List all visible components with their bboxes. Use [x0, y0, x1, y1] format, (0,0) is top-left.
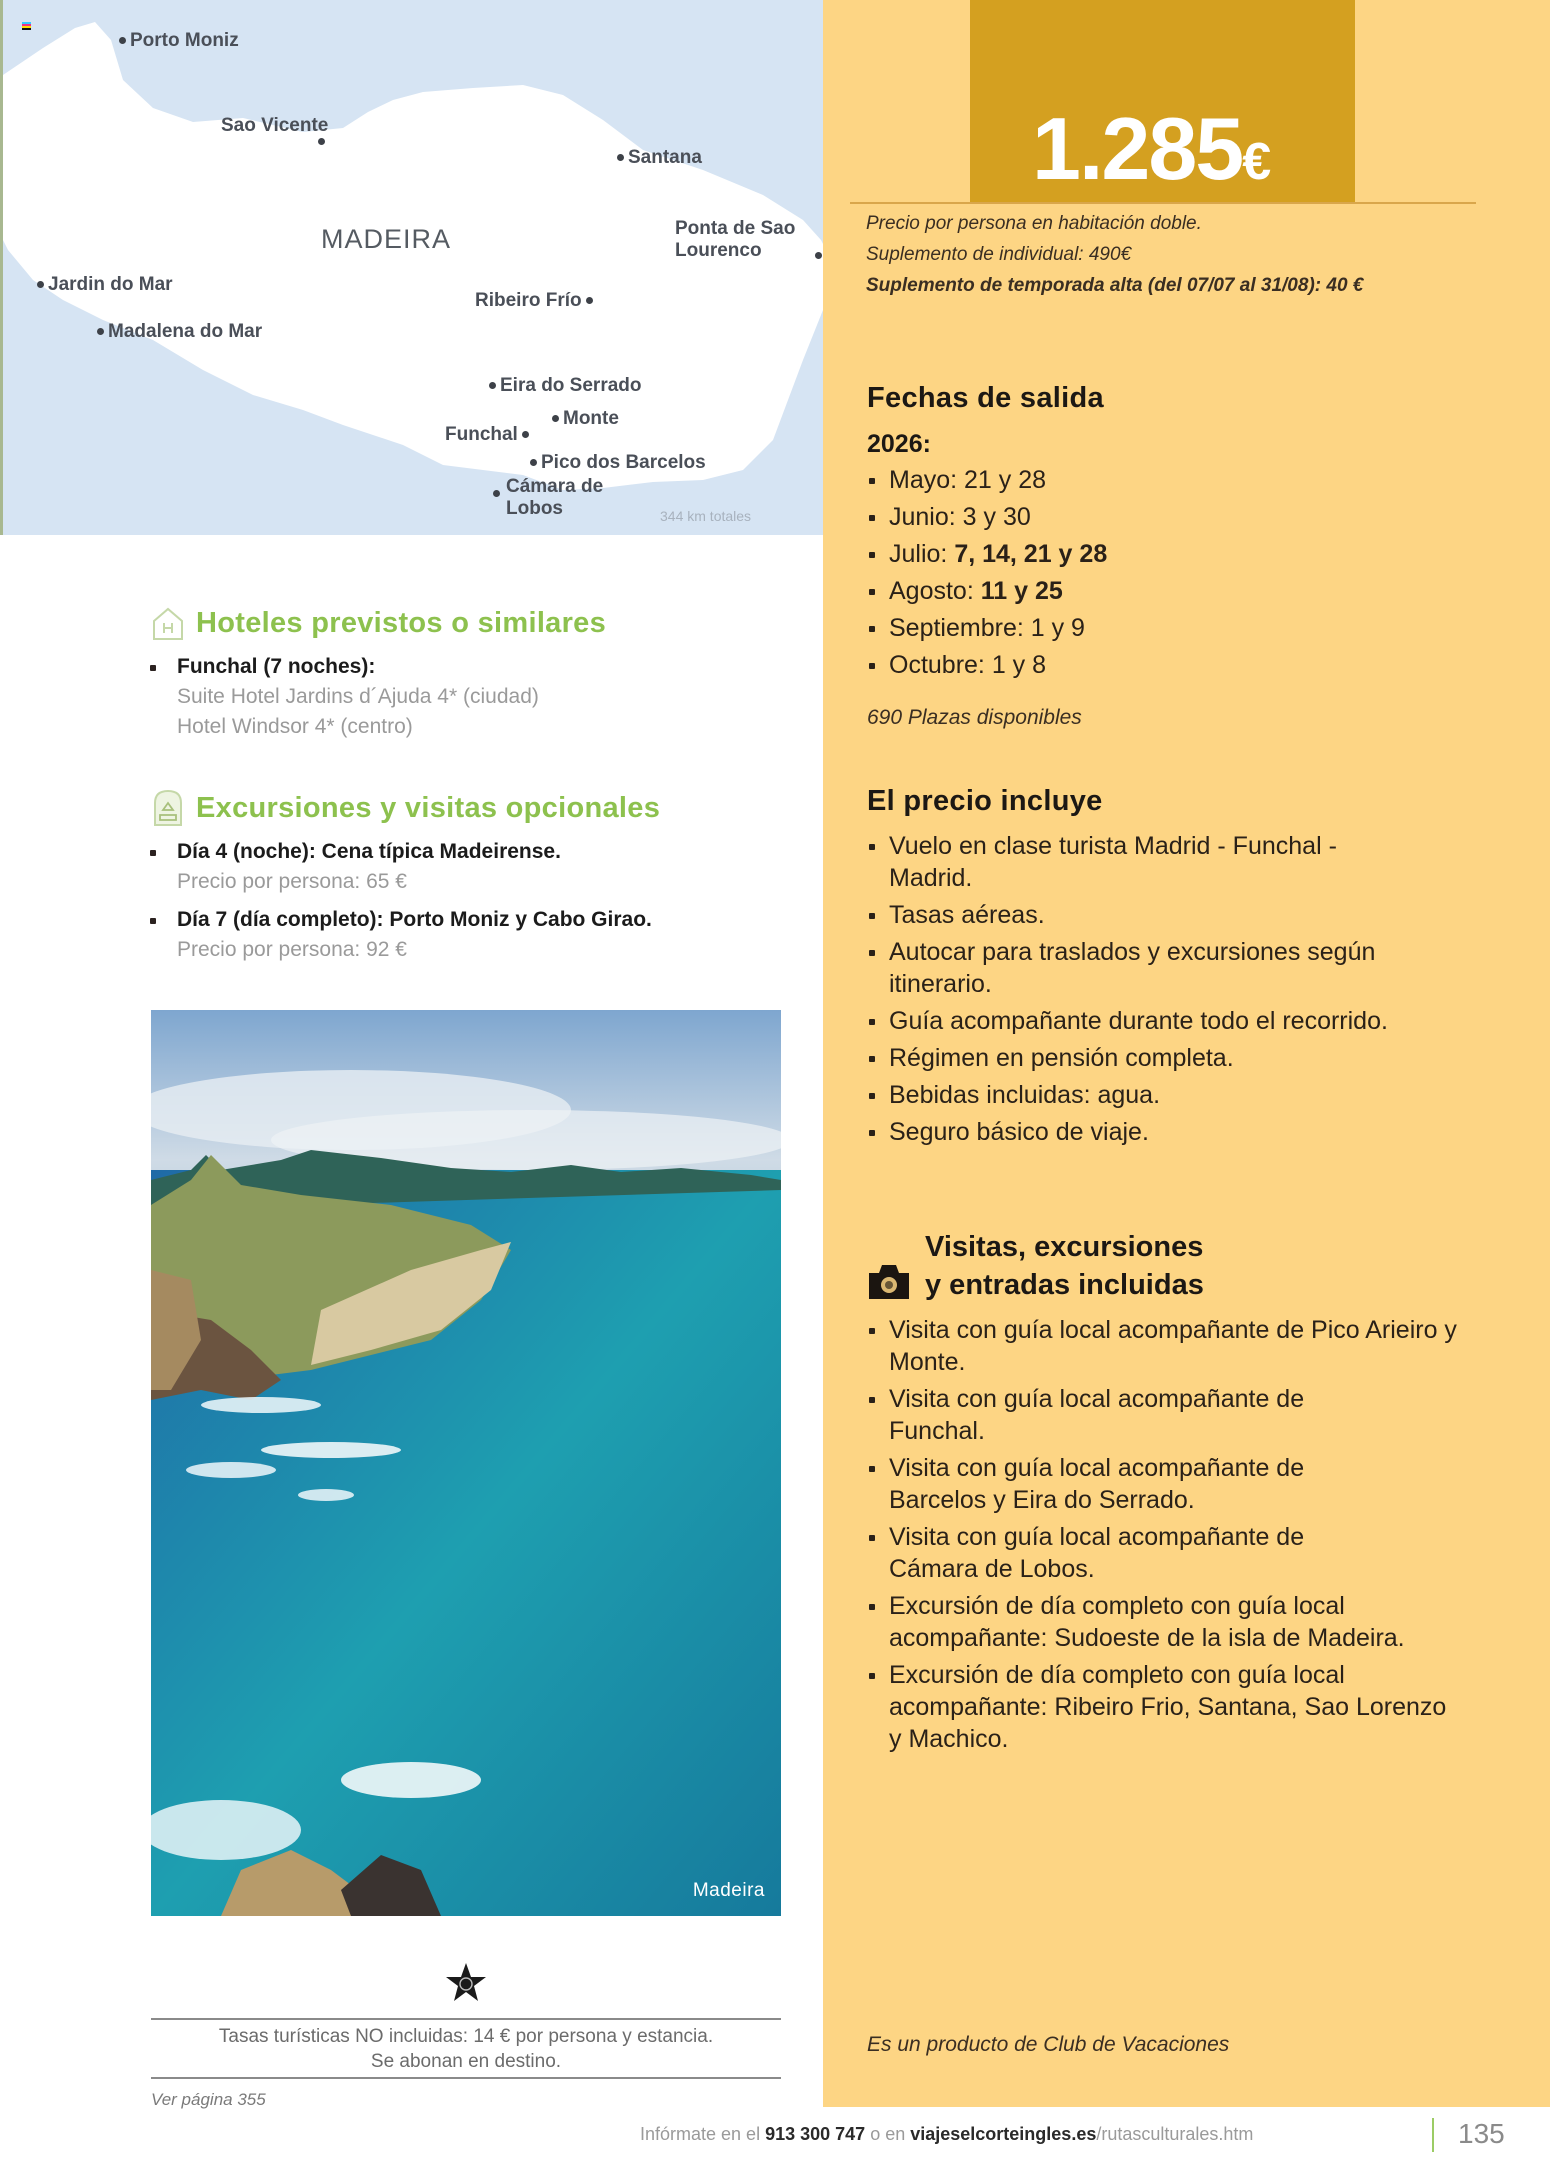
trip-info-panel [823, 0, 1550, 2107]
includes-list [867, 830, 1427, 1153]
map-dot-ponta-de-sao-lourenco [815, 252, 822, 259]
tourist-tax-line2: Se abonan en destino. [370, 2051, 562, 2072]
price-divider [850, 202, 1476, 204]
map-label-eira-do-serrado: Eira do Serrado [485, 375, 642, 397]
departure-item: Septiembre: 1 y 9 [867, 612, 1107, 644]
optional-excursions-section-title [150, 789, 660, 827]
optional-excursion-price: Precio por persona: 65 € [177, 870, 407, 893]
map-label-sao-vicente: Sao Vicente [221, 115, 329, 136]
map-label-camara-de-lobos: Cámara de Lobos [506, 476, 604, 519]
hotel-name: Hotel Windsor 4* (centro) [177, 715, 413, 738]
map-dot-sao-vicente [318, 138, 325, 145]
footer-separator [1432, 2118, 1434, 2152]
departure-item: Agosto: 11 y 25 [867, 575, 1107, 607]
single-supplement: Suplemento de individual: 490€ [866, 244, 1132, 265]
includes-title: El precio incluye [867, 785, 1103, 817]
includes-item: Bebidas incluidas: agua. [867, 1079, 1427, 1111]
hotel-icon [150, 605, 186, 641]
map-dot-camara-de-lobos [493, 490, 500, 497]
available-seats: 690 Plazas disponibles [867, 706, 1082, 729]
excursion-icon [150, 789, 186, 827]
hotel-name: Suite Hotel Jardins d´Ajuda 4* (ciudad) [177, 685, 539, 708]
departure-item: Octubre: 1 y 8 [867, 649, 1107, 681]
photo-caption: Madeira [692, 1880, 765, 1901]
visits-item: Visita con guía local acompañante de Funchal. [867, 1383, 1337, 1447]
see-page-link[interactable]: Ver página 355 [151, 2090, 266, 2109]
includes-item: Seguro básico de viaje. [867, 1116, 1427, 1148]
price-note: Precio por persona en habitación doble. [866, 213, 1202, 234]
departure-item: Mayo: 21 y 28 [867, 464, 1107, 496]
visits-item: Visita con guía local acompañante de Pico Arieiro y Monte. [867, 1314, 1467, 1378]
includes-item: Régimen en pensión completa. [867, 1042, 1427, 1074]
madeira-coast-photo [151, 1010, 781, 1916]
optional-excursion-item [148, 905, 652, 965]
hotel-city: Funchal (7 noches): [177, 655, 376, 678]
map-label-ribeiro-frio: Ribeiro Frío [475, 290, 597, 312]
euro-star-icon [445, 1962, 487, 2004]
optional-excursion-price: Precio por persona: 92 € [177, 938, 407, 961]
coast-landscape-illustration [151, 1010, 781, 1916]
hotels-section-title [150, 605, 606, 641]
visits-title-line2: y entradas incluidas [925, 1269, 1204, 1301]
includes-item: Tasas aéreas. [867, 899, 1427, 931]
map-label-pico-dos-barcelos: Pico dos Barcelos [530, 452, 706, 474]
hotels-list [148, 652, 539, 750]
departures-title: Fechas de salida [867, 382, 1104, 414]
hotels-title-text: Hoteles previstos o similares [196, 606, 607, 639]
departure-item: Julio: 7, 14, 21 y 28 [867, 538, 1107, 570]
print-registration-mark [22, 22, 31, 30]
visits-item: Excursión de día completo con guía local acompañante: Ribeiro Frio, Santana, Sao Lorenzo y Machico. [867, 1659, 1452, 1755]
optional-excursions-list [148, 837, 652, 973]
tourist-tax-note [151, 2018, 781, 2079]
map-label-madalena-do-mar: Madalena do Mar [93, 321, 262, 343]
optional-excursion-label: Día 4 (noche): Cena típica Madeirense. [177, 840, 561, 863]
optional-excursion-item [148, 837, 652, 897]
map-label-monte: Monte [548, 408, 619, 430]
price-notes [866, 208, 1363, 301]
map-label-santana: Santana [613, 147, 702, 169]
visits-item: Visita con guía local acompañante de Barcelos y Eira do Serrado. [867, 1452, 1337, 1516]
visits-item: Excursión de día completo con guía local acompañante: Sudoeste de la isla de Madeira. [867, 1590, 1432, 1654]
map-island-name: MADEIRA [321, 224, 452, 254]
includes-item: Autocar para traslados y excursiones según itinerario. [867, 936, 1427, 1000]
map-scale-note: 344 km totales [660, 508, 752, 524]
map-label-jardin-do-mar: Jardin do Mar [33, 274, 173, 296]
map-label-funchal: Funchal [445, 424, 533, 446]
high-season-supplement: Suplemento de temporada alta (del 07/07 al 31/08): 40 € [866, 275, 1364, 296]
product-note: Es un producto de Club de Vacaciones [867, 2033, 1230, 2056]
tourist-tax-line1: Tasas turísticas NO incluidas: 14 € por persona y estancia. [218, 2026, 714, 2047]
madeira-map [0, 0, 823, 535]
footer-website-link[interactable]: viajeselcorteingles.es/rutasculturales.htm [910, 2124, 1254, 2144]
visits-title-line1: Visitas, excursiones [925, 1231, 1204, 1263]
includes-item: Guía acompañante durante todo el recorrido. [867, 1005, 1427, 1037]
optional-excursions-title-text: Excursiones y visitas opcionales [196, 791, 661, 824]
departures-list [867, 464, 1107, 686]
price-box [970, 0, 1355, 203]
visits-item: Visita con guía local acompañante de Cámara de Lobos. [867, 1521, 1337, 1585]
optional-excursion-label: Día 7 (día completo): Porto Moniz y Cabo Girao. [177, 908, 652, 931]
departures-year: 2026: [867, 430, 931, 458]
visits-list [867, 1314, 1467, 1760]
hotel-list-item [148, 652, 539, 742]
contact-footer: Infórmate en el 913 300 747 o en viajeselcorteingles.es/rutasculturales.htm [640, 2124, 1253, 2145]
map-label-ponta-de-sao-lourenco: Ponta de Sao Lourenco [675, 218, 796, 261]
price-amount: 1.285€ [1032, 99, 1272, 198]
camera-icon [867, 1263, 911, 1301]
includes-item: Vuelo en clase turista Madrid - Funchal - Madrid. [867, 830, 1427, 894]
footer-phone[interactable]: 913 300 747 [765, 2124, 866, 2144]
page-number: 135 [1458, 2118, 1505, 2149]
departure-item: Junio: 3 y 30 [867, 501, 1107, 533]
visits-section-title [867, 1228, 1204, 1304]
map-label-porto-moniz: Porto Moniz [115, 30, 239, 52]
